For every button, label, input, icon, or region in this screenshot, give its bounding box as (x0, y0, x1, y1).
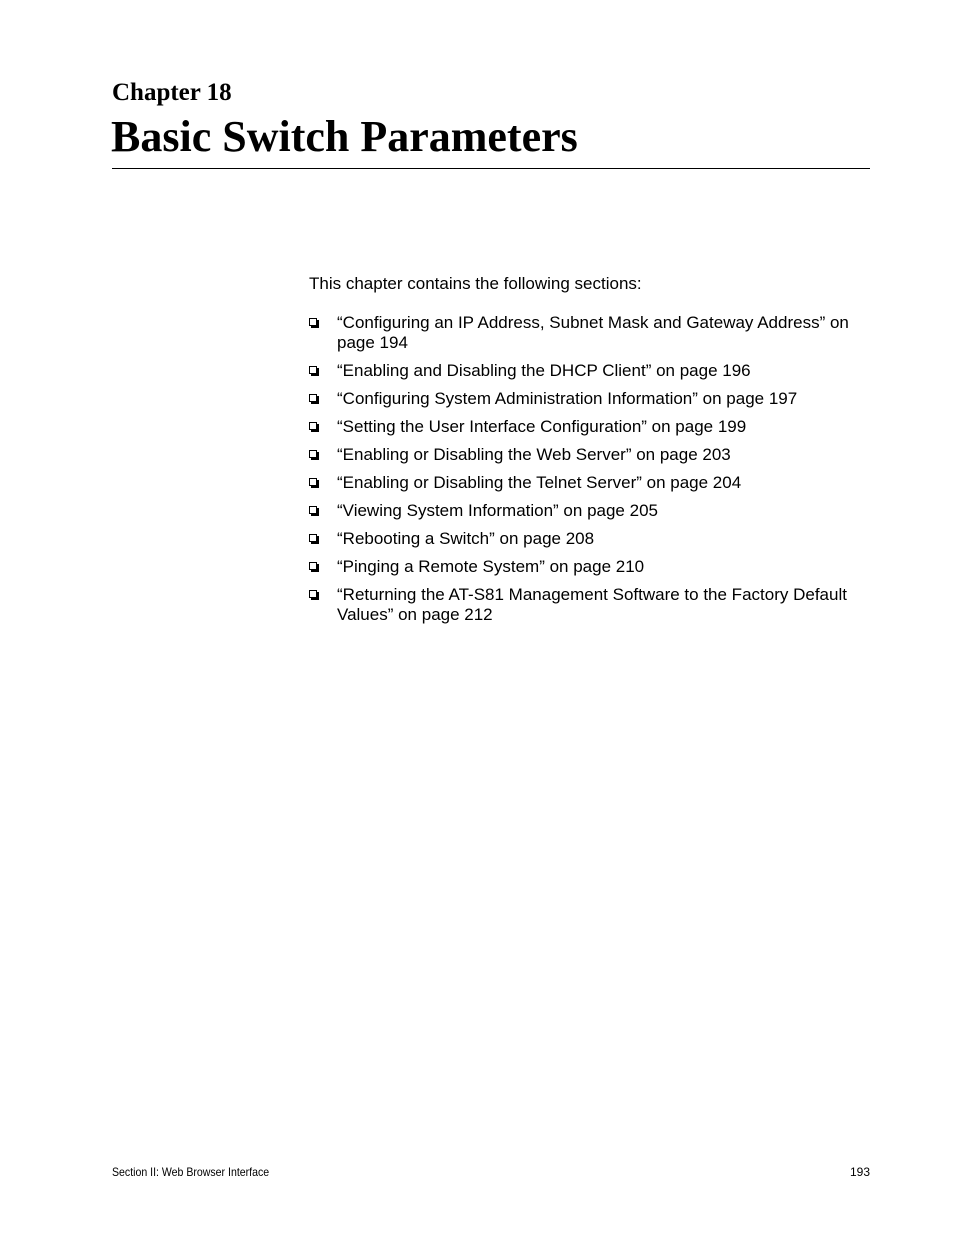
list-item (309, 389, 861, 409)
section-link-text[interactable]: “Returning the AT-S81 Management Software to the Factory Default Values” on page 212 (337, 585, 847, 624)
checkbox-bullet-icon (309, 318, 317, 326)
checkbox-bullet-icon (309, 366, 317, 374)
checkbox-bullet-icon (309, 590, 317, 598)
list-item (309, 585, 861, 625)
section-link-text[interactable]: “Setting the User Interface Configuration” on page 199 (337, 417, 747, 436)
list-item (309, 529, 861, 549)
footer-page-number: 193 (849, 1165, 870, 1179)
list-item (309, 445, 861, 465)
title-divider (112, 168, 870, 169)
intro-text: This chapter contains the following sections: (309, 274, 642, 293)
section-link-text[interactable]: “Enabling or Disabling the Web Server” on page 203 (337, 445, 731, 464)
section-link-text[interactable]: “Enabling or Disabling the Telnet Server” on page 204 (337, 473, 742, 492)
footer-section-name: Section II: Web Browser Interface (112, 1165, 270, 1179)
list-item (309, 557, 861, 577)
checkbox-bullet-icon (309, 394, 317, 402)
chapter-label: Chapter 18 (112, 79, 232, 106)
list-item (309, 313, 861, 353)
checkbox-bullet-icon (309, 422, 317, 430)
checkbox-bullet-icon (309, 534, 317, 542)
list-item (309, 473, 861, 493)
list-item (309, 501, 861, 521)
section-link-text[interactable]: “Configuring System Administration Information” on page 197 (337, 389, 798, 408)
section-link-text[interactable]: “Enabling and Disabling the DHCP Client” on page 196 (337, 361, 751, 380)
checkbox-bullet-icon (309, 506, 317, 514)
section-link-text[interactable]: “Viewing System Information” on page 205 (337, 501, 658, 520)
section-list (309, 313, 861, 625)
section-link-text[interactable]: “Configuring an IP Address, Subnet Mask and Gateway Address” on page 194 (337, 313, 849, 352)
list-item (309, 417, 861, 437)
section-link-text[interactable]: “Rebooting a Switch” on page 208 (337, 529, 595, 548)
section-link-text[interactable]: “Pinging a Remote System” on page 210 (337, 557, 645, 576)
list-item (309, 361, 861, 381)
checkbox-bullet-icon (309, 478, 317, 486)
checkbox-bullet-icon (309, 450, 317, 458)
chapter-content (309, 274, 861, 633)
checkbox-bullet-icon (309, 562, 317, 570)
chapter-title: Basic Switch Parameters (111, 112, 578, 161)
